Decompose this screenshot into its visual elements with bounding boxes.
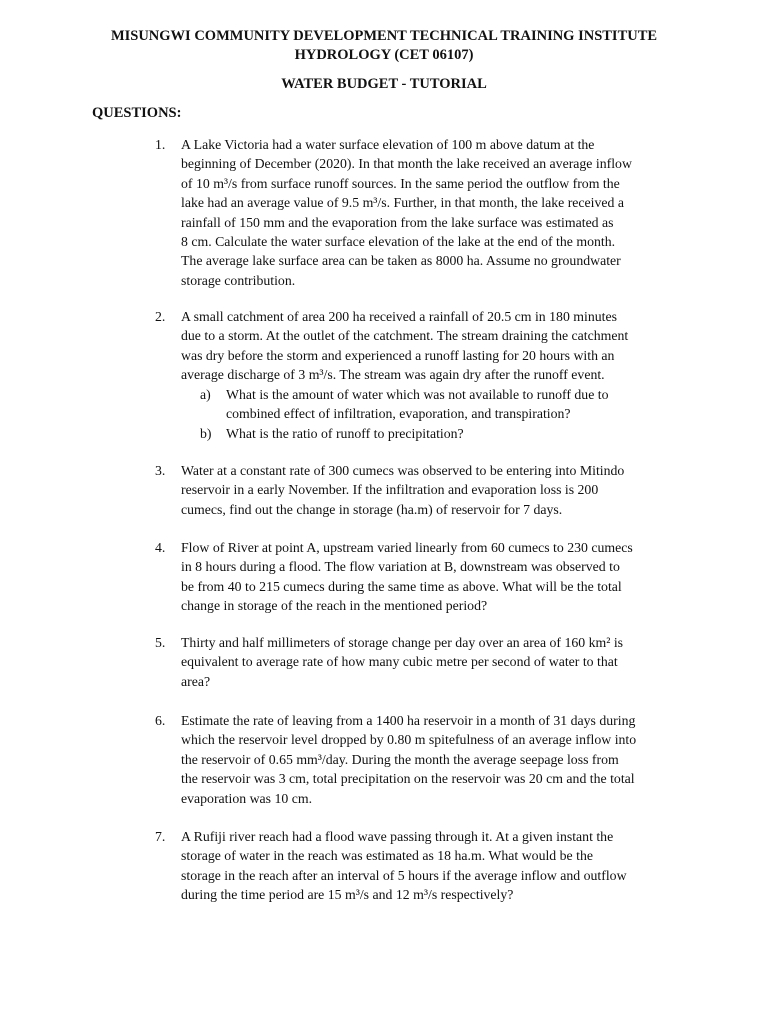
sub-question-line: combined effect of infiltration, evaporation, and transpiration? [226,406,571,422]
question-line: be from 40 to 215 cumecs during the same time as above. What will be the total [181,578,622,594]
question-line: area? [181,673,211,689]
question-line: cumecs, find out the change in storage (ha.m) of reservoir for 7 days. [181,501,563,517]
sub-question-label: b) [200,426,212,441]
question-number: 4. [155,540,166,555]
question-line: Estimate the rate of leaving from a 1400 ha reservoir in a month of 31 days during [181,713,636,728]
question-line: storage of water in the reach was estimated as 18 ha.m. What would be the [181,848,593,864]
sub-question-text [226,385,609,424]
question-line: storage contribution. [181,272,296,288]
question-line: of 10 m³/s from surface runoff sources. In the same period the outflow from the [181,175,620,191]
question-line: Flow of River at point A, upstream varied linearly from 60 cumecs to 230 cumecs [181,540,633,555]
question-number: 6. [155,713,166,728]
question-line: during the time period are 15 m³/s and 12 m³/s respectively? [181,887,514,903]
question-line: change in storage of the reach in the mentioned period? [181,598,488,614]
question-line: lake had an average value of 9.5 m³/s. Further, in that month, the lake received a [181,195,625,211]
question-line: Thirty and half millimeters of storage change per day over an area of 160 km² is [181,635,624,650]
question-text [181,827,701,905]
question-line: beginning of December (2020). In that month the lake received an average inflow [181,156,632,172]
question-line: equivalent to average rate of how many cubic metre per second of water to that [181,654,618,670]
question-number: 7. [155,829,166,844]
document-title: WATER BUDGET - TUTORIAL [281,76,487,92]
question-text [181,633,701,691]
question-text [181,135,701,290]
sub-question-line: What is the amount of water which was not available to runoff due to [226,387,609,402]
course-title: HYDROLOGY (CET 06107) [294,47,474,63]
question-line: in 8 hours during a flood. The flow variation at B, downstream was observed to [181,559,620,575]
question-line: average discharge of 3 m³/s. The stream was again dry after the runoff event. [181,367,605,383]
sub-question-line: What is the ratio of runoff to precipitation? [226,426,464,441]
question-line: evaporation was 10 cm. [181,790,313,806]
question-number: 5. [155,635,166,650]
question-text [181,538,701,616]
question-text [181,711,701,808]
question-text [181,461,701,519]
question-line: The average lake surface area can be taken as 8000 ha. Assume no groundwater [181,253,621,269]
question-line: 8 cm. Calculate the water surface elevation of the lake at the end of the month. [181,234,616,250]
question-line: the reservoir of 0.65 mm³/day. During the month the average seepage loss from [181,751,619,767]
question-line: storage in the reach after an interval of 5 hours if the average inflow and outflow [181,867,627,883]
question-line: A Rufiji river reach had a flood wave passing through it. At a given instant the [181,829,614,844]
question-number: 2. [155,309,166,324]
question-line: reservoir in a early November. If the infiltration and evaporation loss is 200 [181,482,599,498]
question-line: which the reservoir level dropped by 0.80 m spitefulness of an average inflow into [181,732,637,748]
sub-question-text [226,424,464,443]
sub-question-label: a) [200,387,211,402]
institute-name: MISUNGWI COMMUNITY DEVELOPMENT TECHNICAL TRAINING INSTITUTE [110,28,658,44]
question-line: A Lake Victoria had a water surface elevation of 100 m above datum at the [181,137,595,152]
question-text [181,307,701,385]
questions-heading: QUESTIONS: [92,105,182,121]
question-line: A small catchment of area 200 ha received a rainfall of 20.5 cm in 180 minutes [181,309,617,324]
question-number: 1. [155,137,166,152]
question-line: the reservoir was 3 cm, total precipitation on the reservoir was 20 cm and the total [181,771,635,787]
question-line: due to a storm. At the outlet of the catchment. The stream draining the catchment [181,328,629,344]
question-number: 3. [155,463,166,478]
question-line: rainfall of 150 mm and the evaporation from the lake surface was estimated as [181,214,614,230]
question-line: Water at a constant rate of 300 cumecs was observed to be entering into Mitindo [181,463,625,478]
question-line: was dry before the storm and experienced a runoff lasting for 20 hours with an [181,347,615,363]
